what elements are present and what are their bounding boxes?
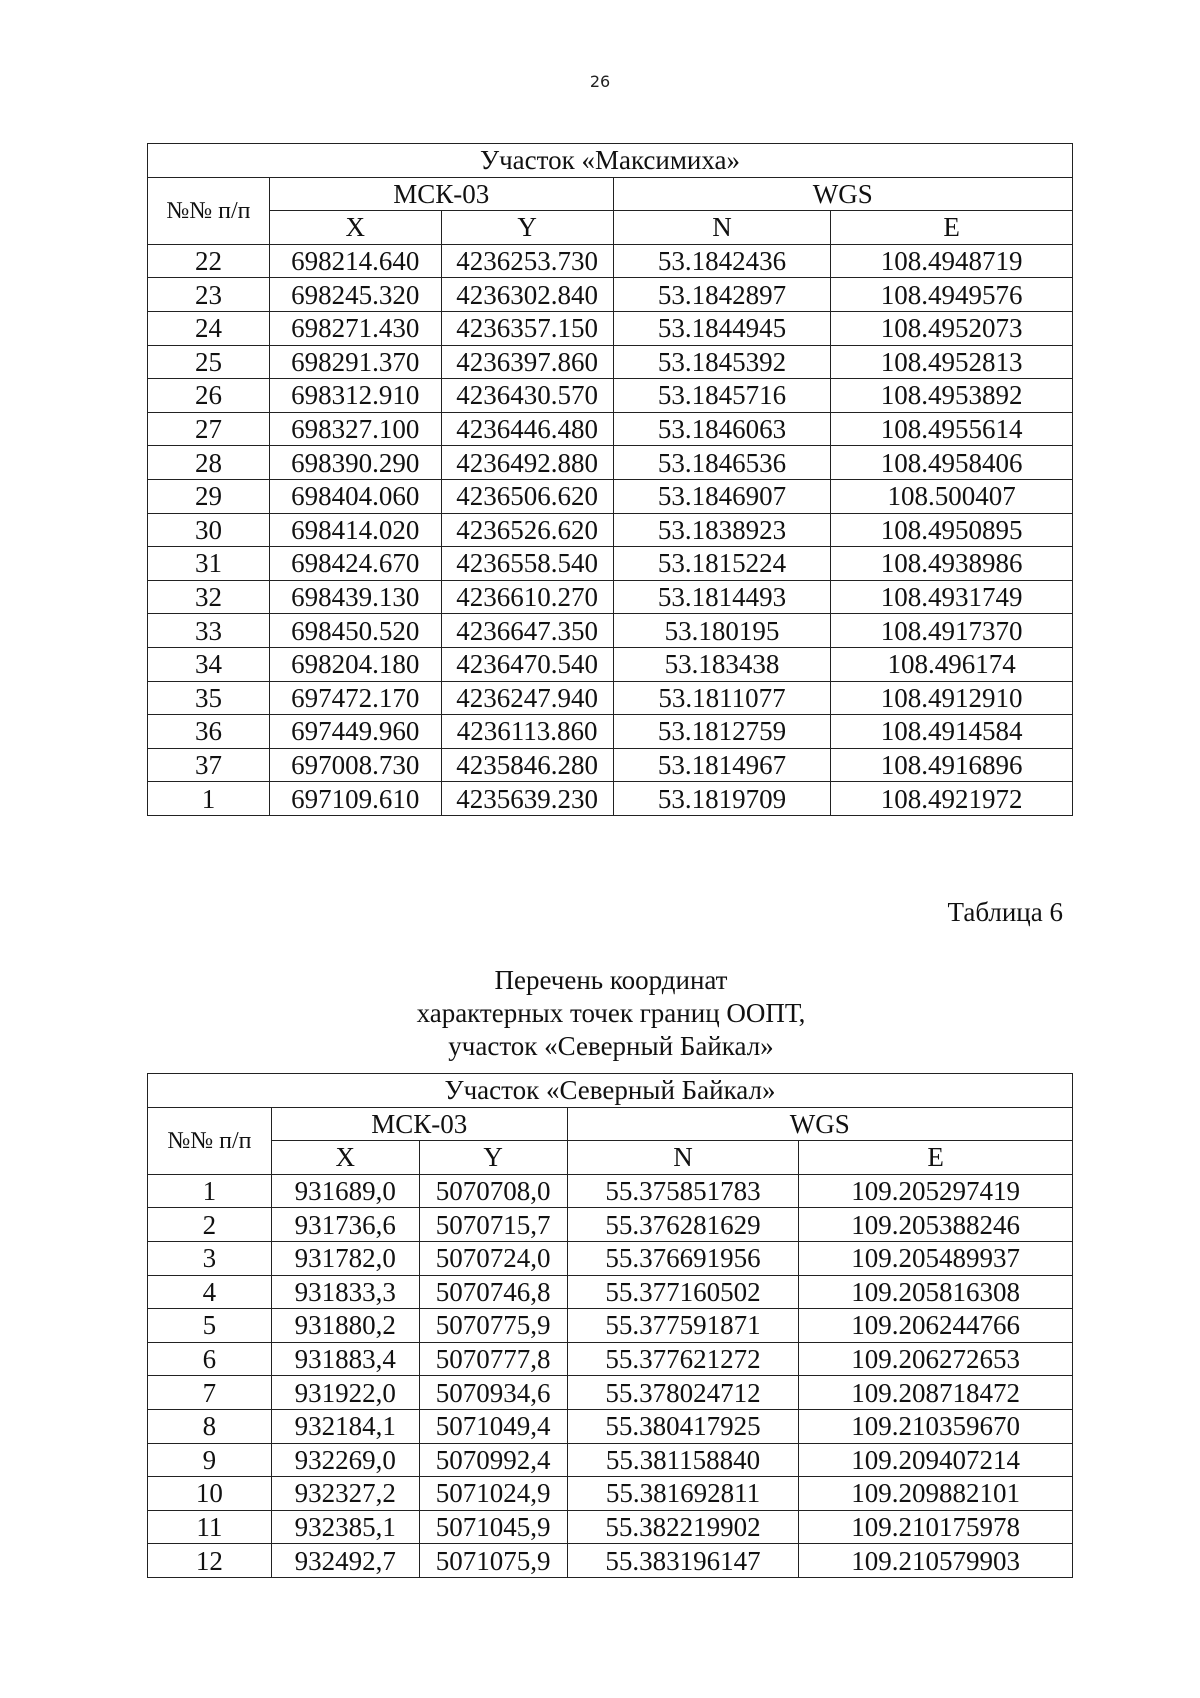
msk-y-cell: 5070934,6 bbox=[419, 1376, 567, 1410]
number-column-header: №№ п/п bbox=[148, 1107, 272, 1174]
msk-y-cell: 5070992,4 bbox=[419, 1443, 567, 1477]
point-number-cell: 9 bbox=[148, 1443, 272, 1477]
wgs-e-cell: 108.4931749 bbox=[831, 580, 1073, 614]
msk-x-cell: 932184,1 bbox=[271, 1409, 419, 1443]
wgs-n-cell: 55.378024712 bbox=[567, 1376, 799, 1410]
msk-y-cell: 5070777,8 bbox=[419, 1342, 567, 1376]
point-number-cell: 25 bbox=[148, 345, 270, 379]
point-number-cell: 8 bbox=[148, 1409, 272, 1443]
wgs-e-cell: 108.4950895 bbox=[831, 513, 1073, 547]
msk-x-cell: 931880,2 bbox=[271, 1309, 419, 1343]
msk-y-cell: 4236302.840 bbox=[441, 278, 613, 312]
msk-y-cell: 5071075,9 bbox=[419, 1544, 567, 1578]
column-header-n: N bbox=[613, 211, 831, 245]
wgs-n-cell: 55.377621272 bbox=[567, 1342, 799, 1376]
msk-y-cell: 5070724,0 bbox=[419, 1241, 567, 1275]
column-header-y: Y bbox=[419, 1141, 567, 1175]
msk-group-header: МСК-03 bbox=[269, 177, 613, 211]
wgs-e-cell: 109.205388246 bbox=[799, 1208, 1073, 1242]
msk-y-cell: 4235846.280 bbox=[441, 748, 613, 782]
msk-x-cell: 931689,0 bbox=[271, 1174, 419, 1208]
wgs-n-cell: 53.1838923 bbox=[613, 513, 831, 547]
msk-y-cell: 4236113.860 bbox=[441, 715, 613, 749]
msk-x-cell: 697449.960 bbox=[269, 715, 441, 749]
point-number-cell: 29 bbox=[148, 479, 270, 513]
table-row bbox=[148, 446, 1073, 480]
msk-x-cell: 698204.180 bbox=[269, 647, 441, 681]
wgs-group-header: WGS bbox=[613, 177, 1072, 211]
coordinates-table-maksimikha bbox=[147, 143, 1073, 816]
wgs-n-cell: 53.1846063 bbox=[613, 412, 831, 446]
point-number-cell: 22 bbox=[148, 244, 270, 278]
point-number-cell: 28 bbox=[148, 446, 270, 480]
point-number-cell: 10 bbox=[148, 1477, 272, 1511]
wgs-n-cell: 55.380417925 bbox=[567, 1409, 799, 1443]
msk-x-cell: 698450.520 bbox=[269, 614, 441, 648]
table-row bbox=[148, 311, 1073, 345]
wgs-e-cell: 108.4952073 bbox=[831, 311, 1073, 345]
wgs-e-cell: 109.210579903 bbox=[799, 1544, 1073, 1578]
msk-y-cell: 4236430.570 bbox=[441, 379, 613, 413]
wgs-n-cell: 53.183438 bbox=[613, 647, 831, 681]
table-row bbox=[148, 479, 1073, 513]
wgs-e-cell: 108.4948719 bbox=[831, 244, 1073, 278]
table-row bbox=[148, 647, 1073, 681]
table-row bbox=[148, 412, 1073, 446]
point-number-cell: 36 bbox=[148, 715, 270, 749]
wgs-n-cell: 55.381692811 bbox=[567, 1477, 799, 1511]
msk-x-cell: 698439.130 bbox=[269, 580, 441, 614]
table-row bbox=[148, 715, 1073, 749]
point-number-cell: 30 bbox=[148, 513, 270, 547]
wgs-e-cell: 108.4916896 bbox=[831, 748, 1073, 782]
wgs-e-cell: 109.206272653 bbox=[799, 1342, 1073, 1376]
wgs-group-header: WGS bbox=[567, 1107, 1072, 1141]
point-number-cell: 3 bbox=[148, 1241, 272, 1275]
msk-x-cell: 698245.320 bbox=[269, 278, 441, 312]
msk-y-cell: 4236253.730 bbox=[441, 244, 613, 278]
point-number-cell: 6 bbox=[148, 1342, 272, 1376]
wgs-e-cell: 108.4917370 bbox=[831, 614, 1073, 648]
wgs-n-cell: 53.1846907 bbox=[613, 479, 831, 513]
table-row bbox=[148, 1174, 1073, 1208]
table-row bbox=[148, 580, 1073, 614]
coordinates-table-severny-baikal bbox=[147, 1073, 1073, 1578]
wgs-n-cell: 53.1842897 bbox=[613, 278, 831, 312]
wgs-e-cell: 108.4921972 bbox=[831, 782, 1073, 816]
column-header-x: X bbox=[269, 211, 441, 245]
page-number: 26 bbox=[589, 72, 611, 91]
msk-x-cell: 931833,3 bbox=[271, 1275, 419, 1309]
wgs-e-cell: 108.4914584 bbox=[831, 715, 1073, 749]
wgs-n-cell: 55.383196147 bbox=[567, 1544, 799, 1578]
point-number-cell: 26 bbox=[148, 379, 270, 413]
msk-y-cell: 4236247.940 bbox=[441, 681, 613, 715]
table-row bbox=[148, 379, 1073, 413]
wgs-n-cell: 53.180195 bbox=[613, 614, 831, 648]
msk-x-cell: 698404.060 bbox=[269, 479, 441, 513]
table-row bbox=[148, 547, 1073, 581]
wgs-e-cell: 108.4958406 bbox=[831, 446, 1073, 480]
column-header-e: E bbox=[831, 211, 1073, 245]
wgs-n-cell: 53.1844945 bbox=[613, 311, 831, 345]
point-number-cell: 2 bbox=[148, 1208, 272, 1242]
wgs-n-cell: 53.1819709 bbox=[613, 782, 831, 816]
table-row bbox=[148, 345, 1073, 379]
section-title-line: характерных точек границ ООПТ, bbox=[416, 998, 806, 1028]
msk-y-cell: 5070708,0 bbox=[419, 1174, 567, 1208]
column-header-e: E bbox=[799, 1141, 1073, 1175]
wgs-e-cell: 108.496174 bbox=[831, 647, 1073, 681]
msk-x-cell: 932269,0 bbox=[271, 1443, 419, 1477]
msk-x-cell: 698390.290 bbox=[269, 446, 441, 480]
wgs-n-cell: 53.1811077 bbox=[613, 681, 831, 715]
point-number-cell: 33 bbox=[148, 614, 270, 648]
msk-x-cell: 698414.020 bbox=[269, 513, 441, 547]
table-row bbox=[148, 1544, 1073, 1578]
msk-y-cell: 4236610.270 bbox=[441, 580, 613, 614]
wgs-n-cell: 53.1814493 bbox=[613, 580, 831, 614]
wgs-e-cell: 109.209407214 bbox=[799, 1443, 1073, 1477]
msk-y-cell: 5071049,4 bbox=[419, 1409, 567, 1443]
table-row bbox=[148, 1477, 1073, 1511]
point-number-cell: 5 bbox=[148, 1309, 272, 1343]
table-row bbox=[148, 1275, 1073, 1309]
msk-y-cell: 4236446.480 bbox=[441, 412, 613, 446]
msk-y-cell: 4236647.350 bbox=[441, 614, 613, 648]
column-header-n: N bbox=[567, 1141, 799, 1175]
wgs-e-cell: 108.500407 bbox=[831, 479, 1073, 513]
table-row bbox=[148, 1309, 1073, 1343]
wgs-n-cell: 53.1845392 bbox=[613, 345, 831, 379]
wgs-e-cell: 108.4955614 bbox=[831, 412, 1073, 446]
msk-y-cell: 4236492.880 bbox=[441, 446, 613, 480]
msk-x-cell: 932327,2 bbox=[271, 1477, 419, 1511]
table-title: Участок «Северный Байкал» bbox=[148, 1074, 1073, 1108]
wgs-e-cell: 108.4949576 bbox=[831, 278, 1073, 312]
msk-x-cell: 698214.640 bbox=[269, 244, 441, 278]
msk-y-cell: 4236506.620 bbox=[441, 479, 613, 513]
section-title bbox=[0, 964, 1200, 1063]
column-header-x: X bbox=[271, 1141, 419, 1175]
wgs-e-cell: 109.205489937 bbox=[799, 1241, 1073, 1275]
point-number-cell: 1 bbox=[148, 782, 270, 816]
point-number-cell: 35 bbox=[148, 681, 270, 715]
point-number-cell: 27 bbox=[148, 412, 270, 446]
table-row bbox=[148, 782, 1073, 816]
msk-x-cell: 698271.430 bbox=[269, 311, 441, 345]
table-row bbox=[148, 1208, 1073, 1242]
msk-group-header: МСК-03 bbox=[271, 1107, 567, 1141]
wgs-n-cell: 53.1815224 bbox=[613, 547, 831, 581]
table-row bbox=[148, 1342, 1073, 1376]
number-column-header: №№ п/п bbox=[148, 177, 270, 244]
wgs-n-cell: 53.1814967 bbox=[613, 748, 831, 782]
msk-x-cell: 931883,4 bbox=[271, 1342, 419, 1376]
wgs-e-cell: 108.4952813 bbox=[831, 345, 1073, 379]
msk-x-cell: 931736,6 bbox=[271, 1208, 419, 1242]
table-body bbox=[148, 1174, 1073, 1577]
msk-x-cell: 697472.170 bbox=[269, 681, 441, 715]
point-number-cell: 24 bbox=[148, 311, 270, 345]
msk-y-cell: 5071024,9 bbox=[419, 1477, 567, 1511]
msk-x-cell: 932385,1 bbox=[271, 1510, 419, 1544]
table-row bbox=[148, 278, 1073, 312]
wgs-e-cell: 109.206244766 bbox=[799, 1309, 1073, 1343]
wgs-n-cell: 53.1812759 bbox=[613, 715, 831, 749]
table-label: Таблица 6 bbox=[947, 897, 1063, 927]
msk-x-cell: 698327.100 bbox=[269, 412, 441, 446]
msk-y-cell: 5070775,9 bbox=[419, 1309, 567, 1343]
wgs-n-cell: 55.375851783 bbox=[567, 1174, 799, 1208]
point-number-cell: 4 bbox=[148, 1275, 272, 1309]
point-number-cell: 34 bbox=[148, 647, 270, 681]
msk-y-cell: 4235639.230 bbox=[441, 782, 613, 816]
point-number-cell: 12 bbox=[148, 1544, 272, 1578]
point-number-cell: 37 bbox=[148, 748, 270, 782]
wgs-e-cell: 108.4938986 bbox=[831, 547, 1073, 581]
wgs-e-cell: 109.205816308 bbox=[799, 1275, 1073, 1309]
wgs-e-cell: 109.210175978 bbox=[799, 1510, 1073, 1544]
table-row bbox=[148, 1241, 1073, 1275]
msk-x-cell: 698312.910 bbox=[269, 379, 441, 413]
wgs-n-cell: 53.1846536 bbox=[613, 446, 831, 480]
msk-x-cell: 697008.730 bbox=[269, 748, 441, 782]
msk-y-cell: 4236558.540 bbox=[441, 547, 613, 581]
wgs-e-cell: 109.209882101 bbox=[799, 1477, 1073, 1511]
wgs-e-cell: 108.4912910 bbox=[831, 681, 1073, 715]
table-body bbox=[148, 244, 1073, 815]
msk-y-cell: 4236526.620 bbox=[441, 513, 613, 547]
msk-x-cell: 698424.670 bbox=[269, 547, 441, 581]
wgs-e-cell: 108.4953892 bbox=[831, 379, 1073, 413]
msk-x-cell: 697109.610 bbox=[269, 782, 441, 816]
msk-y-cell: 5071045,9 bbox=[419, 1510, 567, 1544]
table-row bbox=[148, 681, 1073, 715]
section-title-line: участок «Северный Байкал» bbox=[448, 1031, 774, 1061]
table-row bbox=[148, 1376, 1073, 1410]
table-title: Участок «Максимиха» bbox=[148, 144, 1073, 178]
msk-y-cell: 5070715,7 bbox=[419, 1208, 567, 1242]
column-header-y: Y bbox=[441, 211, 613, 245]
wgs-n-cell: 53.1842436 bbox=[613, 244, 831, 278]
point-number-cell: 23 bbox=[148, 278, 270, 312]
wgs-e-cell: 109.208718472 bbox=[799, 1376, 1073, 1410]
msk-y-cell: 5070746,8 bbox=[419, 1275, 567, 1309]
point-number-cell: 7 bbox=[148, 1376, 272, 1410]
point-number-cell: 31 bbox=[148, 547, 270, 581]
point-number-cell: 32 bbox=[148, 580, 270, 614]
section-title-line: Перечень координат bbox=[494, 965, 728, 995]
wgs-n-cell: 55.382219902 bbox=[567, 1510, 799, 1544]
table-row bbox=[148, 748, 1073, 782]
wgs-n-cell: 55.376691956 bbox=[567, 1241, 799, 1275]
msk-x-cell: 698291.370 bbox=[269, 345, 441, 379]
msk-x-cell: 931922,0 bbox=[271, 1376, 419, 1410]
table-row bbox=[148, 244, 1073, 278]
wgs-n-cell: 55.376281629 bbox=[567, 1208, 799, 1242]
table-row bbox=[148, 1409, 1073, 1443]
wgs-n-cell: 53.1845716 bbox=[613, 379, 831, 413]
msk-y-cell: 4236357.150 bbox=[441, 311, 613, 345]
msk-y-cell: 4236470.540 bbox=[441, 647, 613, 681]
msk-x-cell: 932492,7 bbox=[271, 1544, 419, 1578]
wgs-n-cell: 55.377591871 bbox=[567, 1309, 799, 1343]
table-row bbox=[148, 513, 1073, 547]
table-row bbox=[148, 1510, 1073, 1544]
point-number-cell: 1 bbox=[148, 1174, 272, 1208]
table-row bbox=[148, 1443, 1073, 1477]
msk-y-cell: 4236397.860 bbox=[441, 345, 613, 379]
wgs-n-cell: 55.381158840 bbox=[567, 1443, 799, 1477]
msk-x-cell: 931782,0 bbox=[271, 1241, 419, 1275]
table-row bbox=[148, 614, 1073, 648]
wgs-e-cell: 109.205297419 bbox=[799, 1174, 1073, 1208]
wgs-e-cell: 109.210359670 bbox=[799, 1409, 1073, 1443]
wgs-n-cell: 55.377160502 bbox=[567, 1275, 799, 1309]
point-number-cell: 11 bbox=[148, 1510, 272, 1544]
